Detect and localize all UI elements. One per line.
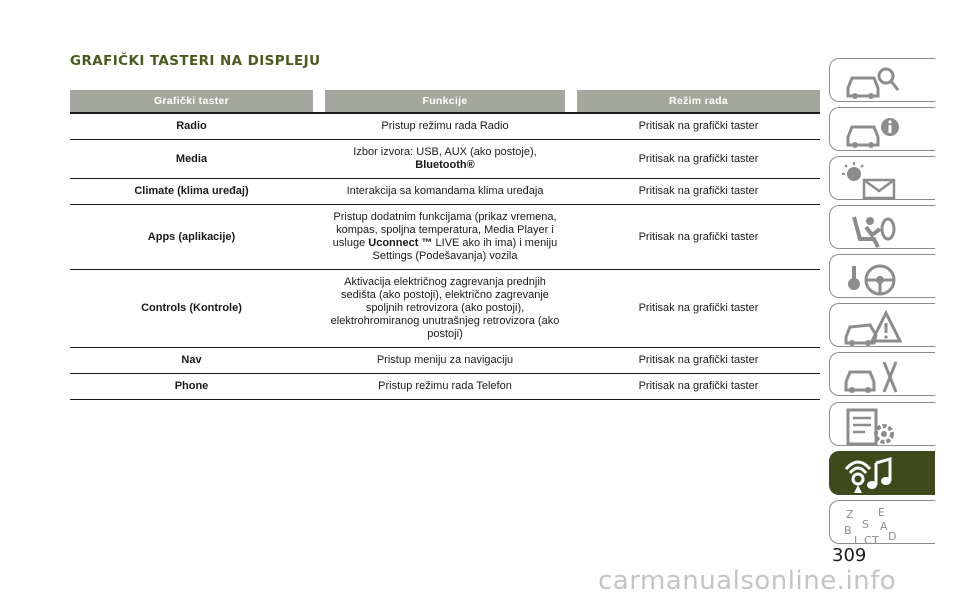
chapter-tab-multimedia-music[interactable] bbox=[829, 451, 935, 495]
graphic-button-name: Nav bbox=[70, 348, 313, 374]
watermark: carmanualsonline.info bbox=[598, 566, 897, 596]
header-functions: Funkcije bbox=[325, 90, 565, 113]
graphic-button-name: Climate (klima uređaj) bbox=[70, 179, 313, 205]
operating-mode: Pritisak na grafički taster bbox=[577, 348, 820, 374]
alphabet-index-icon bbox=[840, 504, 904, 546]
table-row bbox=[70, 140, 820, 179]
operating-mode: Pritisak na grafički taster bbox=[577, 113, 820, 140]
chapter-tab-car-magnifier[interactable] bbox=[829, 58, 935, 102]
svg-text:C: C bbox=[864, 534, 872, 546]
section-title: GRAFIČKI TASTERI NA DISPLEJU bbox=[70, 53, 321, 69]
function-description: Pristup meniju za navigaciju bbox=[325, 348, 565, 374]
operating-mode: Pritisak na grafički taster bbox=[577, 270, 820, 348]
chapter-tab-document-gear[interactable] bbox=[829, 402, 935, 446]
car-magnifier-icon bbox=[840, 62, 904, 104]
svg-text:S: S bbox=[862, 518, 869, 531]
multimedia-music-icon bbox=[840, 455, 904, 497]
chapter-tab-warning-lights-envelope[interactable] bbox=[829, 156, 935, 200]
svg-text:B: B bbox=[844, 524, 852, 537]
table-row bbox=[70, 113, 820, 140]
svg-text:A: A bbox=[880, 520, 888, 533]
car-wrench-icon bbox=[840, 356, 904, 398]
svg-text:T: T bbox=[872, 534, 879, 546]
chapter-tab-key-steering-wheel[interactable] bbox=[829, 254, 935, 298]
key-steering-wheel-icon bbox=[840, 258, 904, 300]
function-description: Pristup dodatnim funkcijama (prikaz vremena, kompas, spoljna temperatura, Media Player i usluge Uconnect ™ LIVE ako ih ima) i meniju Settings (Podešavanja) vozila bbox=[325, 205, 565, 270]
function-description: Aktivacija električnog zagrevanja prednjih sedišta (ako postoji), električno zagrevanje spoljnih retrovizora (ako postoji), elektrohromiranog unutrašnjeg retrovizora (ako postoji) bbox=[325, 270, 565, 348]
graphic-button-name: Apps (aplikacije) bbox=[70, 205, 313, 270]
function-description: Interakcija sa komandama klima uređaja bbox=[325, 179, 565, 205]
header-graphic-button: Grafički taster bbox=[70, 90, 313, 113]
chapter-tab-car-crash-warning[interactable] bbox=[829, 303, 935, 347]
operating-mode: Pritisak na grafički taster bbox=[577, 374, 820, 400]
table-row bbox=[70, 348, 820, 374]
svg-text:Z: Z bbox=[846, 508, 854, 521]
chapter-tab-car-info[interactable] bbox=[829, 107, 935, 151]
car-info-icon bbox=[840, 111, 904, 153]
table-body bbox=[70, 113, 820, 400]
operating-mode: Pritisak na grafički taster bbox=[577, 179, 820, 205]
table-row bbox=[70, 270, 820, 348]
function-description: Pristup režimu rada Radio bbox=[325, 113, 565, 140]
function-description: Izbor izvora: USB, AUX (ako postoje), Bluetooth® bbox=[325, 140, 565, 179]
chapter-tab-alphabet-index[interactable] bbox=[829, 500, 935, 544]
table-row bbox=[70, 179, 820, 205]
controls-table bbox=[70, 90, 820, 400]
table-row bbox=[70, 374, 820, 400]
function-description: Pristup režimu rada Telefon bbox=[325, 374, 565, 400]
chapter-tab-car-wrench[interactable] bbox=[829, 352, 935, 396]
header-operating-mode: Režim rada bbox=[577, 90, 820, 113]
svg-text:I: I bbox=[854, 534, 858, 546]
graphic-button-name: Media bbox=[70, 140, 313, 179]
table-row bbox=[70, 205, 820, 270]
graphic-button-name: Controls (Kontrole) bbox=[70, 270, 313, 348]
graphic-button-name: Phone bbox=[70, 374, 313, 400]
car-crash-warning-icon bbox=[840, 307, 904, 349]
chapter-tab-seat-airbag[interactable] bbox=[829, 205, 935, 249]
table-header-row bbox=[70, 90, 820, 113]
warning-lights-envelope-icon bbox=[840, 160, 904, 202]
seat-airbag-icon bbox=[840, 209, 904, 251]
page-number: 309 bbox=[832, 545, 867, 566]
graphic-button-name: Radio bbox=[70, 113, 313, 140]
document-gear-icon bbox=[840, 406, 904, 448]
svg-text:E: E bbox=[878, 506, 885, 519]
svg-text:D: D bbox=[888, 530, 897, 543]
operating-mode: Pritisak na grafički taster bbox=[577, 205, 820, 270]
operating-mode: Pritisak na grafički taster bbox=[577, 140, 820, 179]
